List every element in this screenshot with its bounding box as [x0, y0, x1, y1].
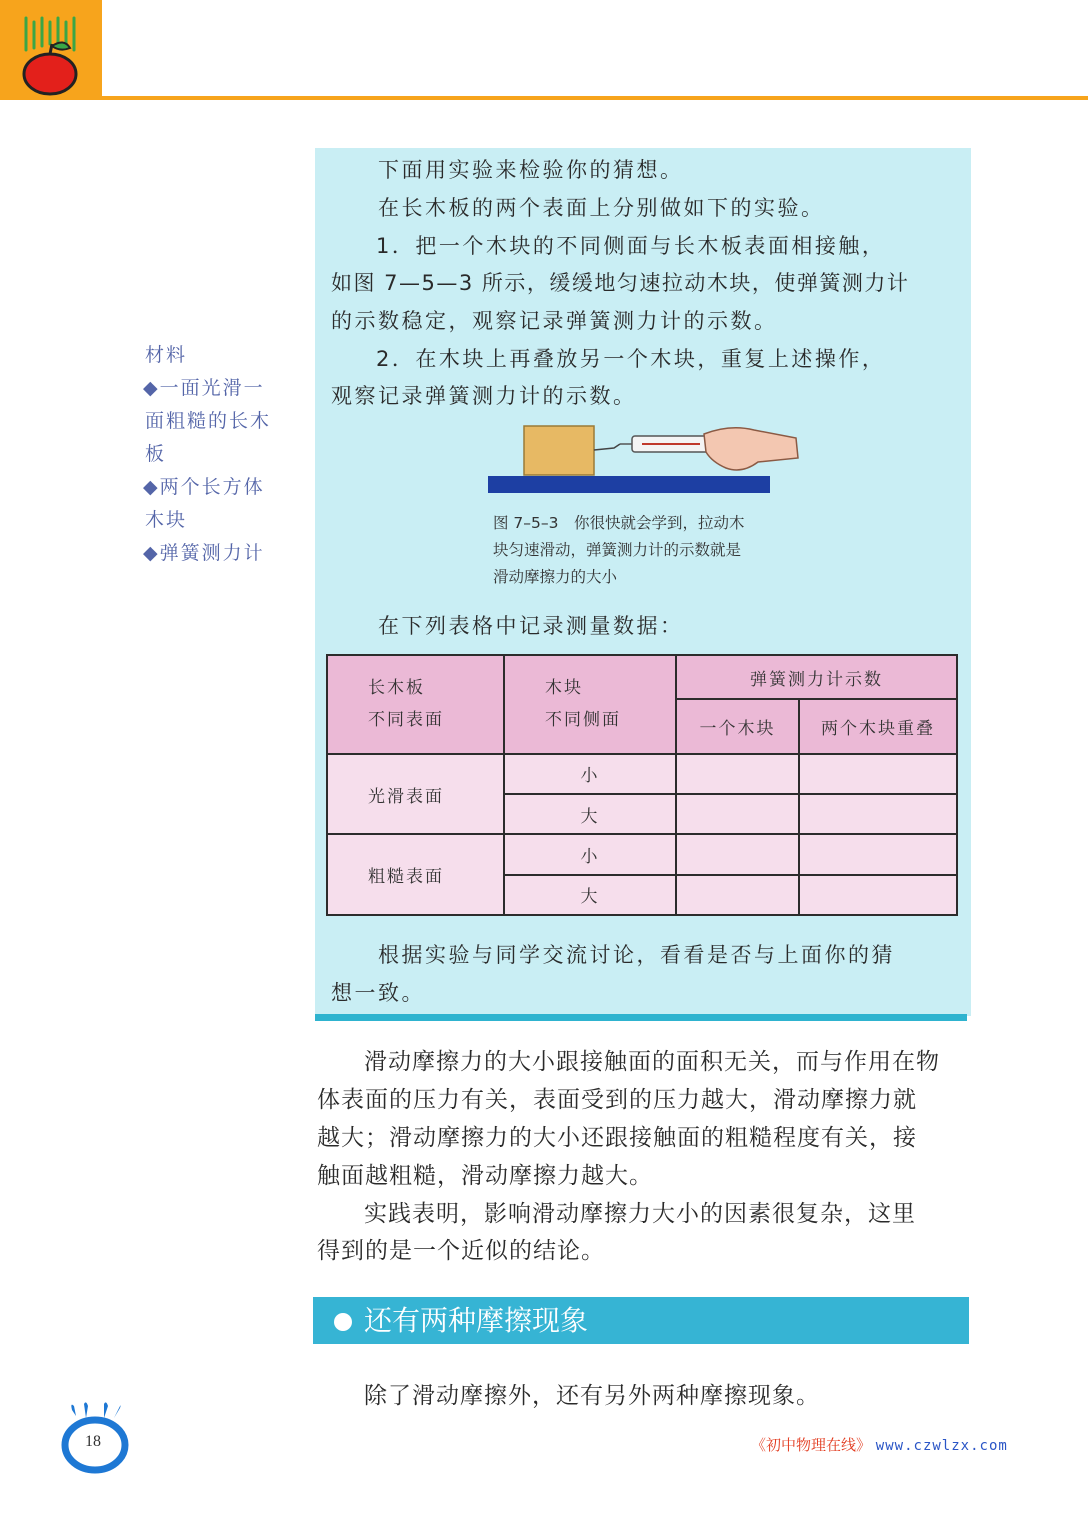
conclusion-line: 根据实验与同学交流讨论，看看是否与上面你的猜 — [378, 943, 895, 967]
body-line: 除了滑动摩擦外，还有另外两种摩擦现象。 — [364, 1383, 820, 1409]
empty-cell — [799, 754, 957, 794]
header-spring: 弹簧测力计示数 — [676, 655, 957, 699]
figure-caption-line: 块匀速滑动，弹簧测力计的示数就是 — [493, 541, 742, 559]
surface-cell: 粗糙表面 — [327, 834, 504, 915]
measurement-table — [326, 654, 958, 916]
section-title: 还有两种摩擦现象 — [364, 1304, 589, 1337]
table-intro: 在下列表格中记录测量数据： — [378, 614, 684, 638]
wood-block — [524, 426, 594, 475]
experiment-line: 1．把一个木块的不同侧面与长木板表面相接触， — [376, 234, 886, 258]
sidebar-line: 木块 — [145, 509, 188, 531]
header-board-line1: 长木板 — [368, 678, 425, 699]
table-row — [327, 834, 957, 874]
experiment-line: 在长木板的两个表面上分别做如下的实验。 — [378, 196, 825, 220]
experiment-line: 的示数稳定，观察记录弹簧测力计的示数。 — [331, 309, 778, 333]
side-cell: 小 — [504, 834, 676, 874]
sidebar-line: 面粗糙的长木 — [145, 410, 272, 432]
figure-caption-line: 图 7–5–3 你很快就会学到，拉动木 — [493, 514, 745, 532]
sidebar-line: ◆一面光滑一 — [143, 377, 265, 399]
header-block-cell — [504, 655, 676, 754]
long-board — [488, 476, 770, 493]
experiment-line: 2．在木块上再叠放另一个木块，重复上述操作， — [376, 347, 886, 371]
empty-cell — [676, 834, 799, 874]
spring-scale — [620, 436, 712, 452]
header-board-line2: 不同表面 — [368, 710, 444, 731]
footer-site-url: www.czwlzx.com — [875, 1438, 1008, 1454]
empty-cell — [676, 754, 799, 794]
header-one-block: 一个木块 — [676, 699, 799, 753]
header-block-line1: 木块 — [545, 678, 583, 699]
experiment-illustration — [486, 422, 806, 496]
hand-icon — [704, 428, 798, 470]
body-line: 滑动摩擦力的大小跟接触面的面积无关，而与作用在物 — [364, 1049, 940, 1075]
header-two-blocks: 两个木块重叠 — [799, 699, 957, 753]
sidebar-line: 板 — [145, 443, 167, 465]
page-number: 18 — [85, 1433, 101, 1450]
empty-cell — [799, 794, 957, 834]
experiment-line: 观察记录弹簧测力计的示数。 — [331, 384, 637, 408]
footer-watermark — [751, 1434, 1008, 1455]
empty-cell — [676, 794, 799, 834]
conclusion-line: 想一致。 — [331, 981, 425, 1005]
empty-cell — [799, 875, 957, 915]
bullet-icon — [334, 1313, 352, 1331]
side-cell: 小 — [504, 754, 676, 794]
experiment-box-border — [315, 1014, 967, 1021]
sidebar-line: ◆弹簧测力计 — [143, 542, 265, 564]
experiment-line: 下面用实验来检验你的猜想。 — [378, 158, 684, 182]
body-line: 实践表明，影响滑动摩擦力大小的因素很复杂，这里 — [364, 1201, 916, 1227]
body-line: 体表面的压力有关，表面受到的压力越大，滑动摩擦力就 — [317, 1087, 917, 1113]
side-cell: 大 — [504, 875, 676, 915]
experiment-line: 如图 7—5—3 所示，缓缓地匀速拉动木块，使弹簧测力计 — [331, 271, 910, 295]
sidebar-line: ◆两个长方体 — [143, 476, 265, 498]
header-board-cell — [327, 655, 504, 754]
header-block-line2: 不同侧面 — [545, 710, 621, 731]
empty-cell — [676, 875, 799, 915]
sidebar-title: 材料 — [145, 344, 188, 366]
body-line: 触面越粗糙，滑动摩擦力越大。 — [317, 1163, 653, 1189]
body-line: 得到的是一个近似的结论。 — [317, 1238, 605, 1264]
surface-cell: 光滑表面 — [327, 754, 504, 835]
footer-site-name: 《初中物理在线》 — [751, 1436, 872, 1454]
apple-icon — [10, 14, 90, 98]
side-cell: 大 — [504, 794, 676, 834]
pull-string — [594, 444, 620, 450]
table-row — [327, 754, 957, 794]
figure-caption-line: 滑动摩擦力的大小 — [493, 568, 618, 586]
header-rule — [102, 96, 1088, 100]
body-line: 越大；滑动摩擦力的大小还跟接触面的粗糙程度有关，接 — [317, 1125, 917, 1151]
empty-cell — [799, 834, 957, 874]
